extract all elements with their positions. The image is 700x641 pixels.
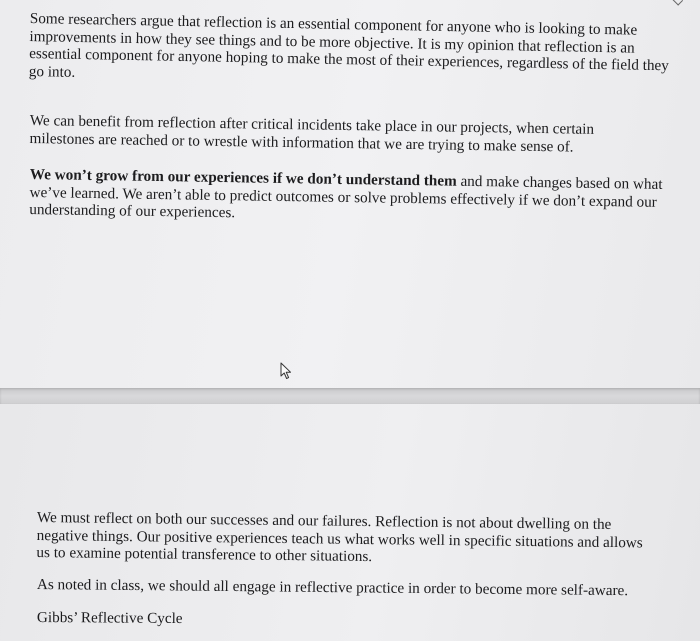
paragraph-self-aware: As noted in class, we should all engage in reflective practice in order to become more self-aware. <box>36 576 629 600</box>
mouse-pointer-icon <box>278 362 294 380</box>
chevron-down-icon <box>670 0 683 6</box>
paragraph-grow-experiences <box>29 166 670 229</box>
paragraph-rest-text: and make changes based on what we’ve learned. We aren’t able to predict outcomes or solve problems effectively if we don’t expand our understanding of our experiences. <box>29 172 663 222</box>
section-heading-gibbs: Gibbs’ Reflective Cycle <box>36 609 183 628</box>
page-separator <box>0 388 700 404</box>
paragraph-successes-failures: We must reflect on both our successes and our failures. Reflection is not about dwelling on the negative things. Our positive experiences teach us what works well in specific situations and allows us to examine potential transference to other situations. <box>36 509 643 566</box>
paragraph-benefit-reflection: We can benefit from reflection after critical incidents take place in our projects, when certain milestones are reached or to wrestle with information that we are trying to make sense of. <box>29 112 595 156</box>
emphasis-text: We won’t grow from our experiences if we don’t understand them <box>29 166 457 190</box>
paragraph-reflection-essential: Some researchers argue that reflection is an essential component for anyone who is looking to make improvements in how they see things and to be more objective. It is my opinion that reflection is an essential component for anyone hoping to make the most of their experiences, regardless of the field they go into. <box>28 10 669 81</box>
